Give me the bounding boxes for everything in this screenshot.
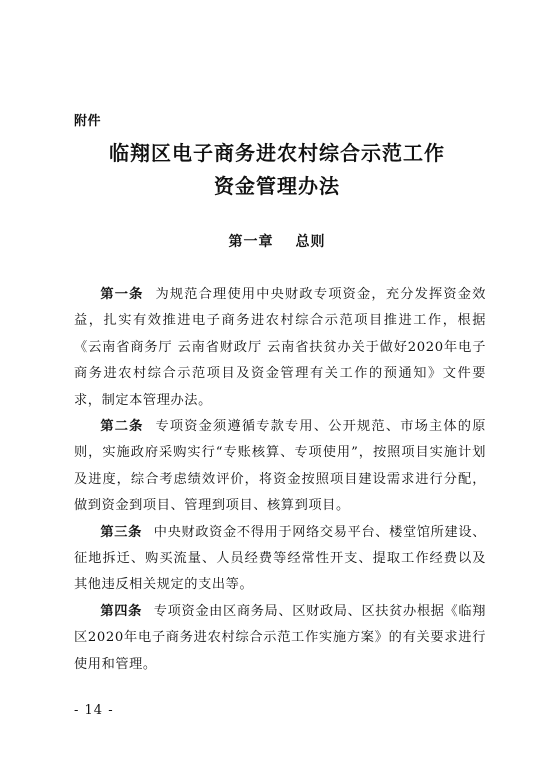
attachment-label: 附件	[74, 114, 102, 129]
article-number: 第一条	[100, 287, 144, 302]
article-4	[74, 599, 486, 678]
article-2	[74, 414, 486, 520]
chapter-number: 第一章	[228, 234, 274, 250]
article-3	[74, 520, 486, 599]
page-number: - 14 -	[74, 703, 114, 718]
article-1	[74, 282, 486, 414]
article-text: 中央财政资金不得用于网络交易平台、楼堂馆所建设、征地拆迁、购买流量、人员经费等经常性开支、提取工作经费以及其他违反相关规定的支出等。	[74, 524, 486, 593]
article-number: 第二条	[100, 419, 144, 435]
article-text: 为规范合理使用中央财政专项资金，充分发挥资金效益，扎实有效推进电子商务进农村综合示范项目推进工作，根据《云南省商务厅 云南省财政厅 云南省扶贫办关于做好2020年电子商务进农村综合示范项目及资金管理有关工作的预通知》文件要求，制定本管理办法。	[74, 287, 486, 408]
chapter-name: 总则	[295, 234, 326, 250]
article-text: 专项资金由区商务局、区财政局、区扶贫办根据《临翔区2020年电子商务进农村综合示范工作实施方案》的有关要求进行使用和管理。	[74, 603, 486, 672]
document-body	[74, 282, 486, 678]
article-number: 第四条	[100, 603, 142, 619]
chapter-heading	[0, 231, 554, 251]
article-number: 第三条	[100, 524, 142, 540]
article-text: 专项资金须遵循专款专用、公开规范、市场主体的原则，实施政府采购实行“专账核算、专项使用”，按照项目实施计划及进度，综合考虑绩效评价，将资金按照项目建设需求进行分配，做到资金到项目、管理到项目、核算到项目。	[74, 419, 486, 514]
document-title-line-2: 资金管理办法	[214, 174, 340, 198]
document-title-line-1: 临翔区电子商务进农村综合示范工作	[109, 141, 445, 165]
